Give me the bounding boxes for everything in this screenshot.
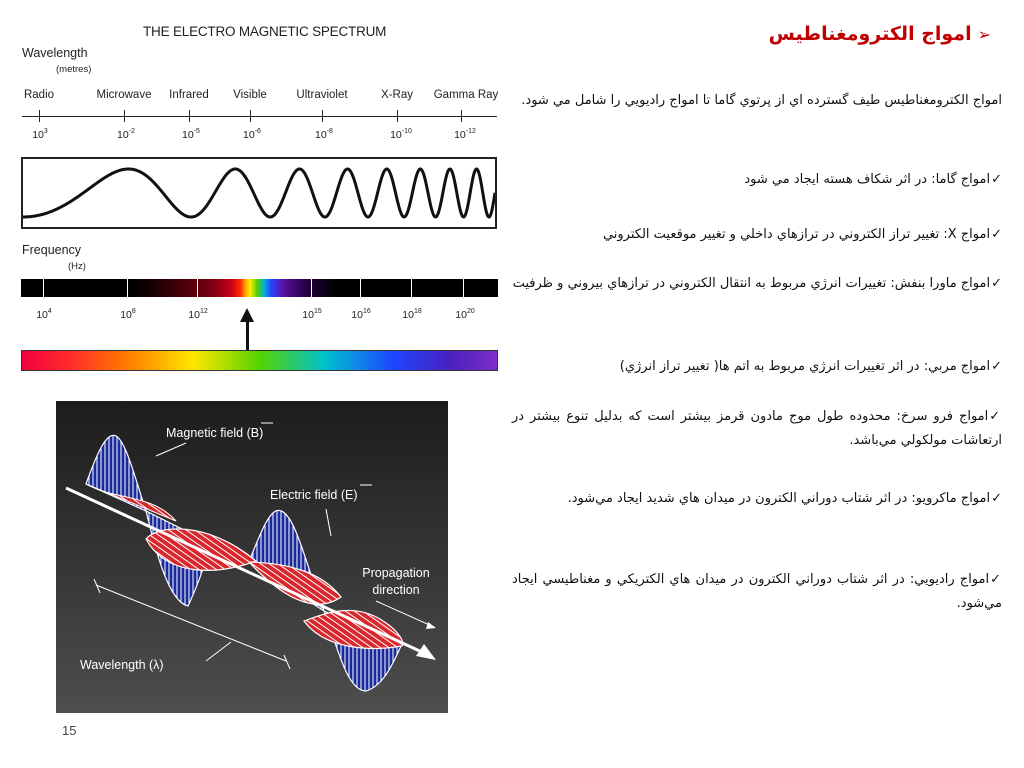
- wavelength-tick: [39, 110, 40, 122]
- list-item: ✓امواج راديويي: در اثر شتاب دوراني الكترون در ميدان هاي الكتريكي و مغناطيسي ايجاد مي‌شود.: [512, 572, 1002, 611]
- spectrum-title: THE ELECTRO MAGNETIC SPECTRUM: [143, 24, 387, 39]
- band-label: Ultraviolet: [296, 89, 348, 101]
- frequency-value: $10^8$: [120, 308, 136, 321]
- visible-rainbow-bar: [21, 350, 498, 371]
- frequency-tick: [197, 273, 198, 303]
- wavelength-tick: [397, 110, 398, 122]
- band-label: Radio: [23, 89, 55, 101]
- check-icon: ✓: [991, 172, 1002, 187]
- wavelength-value: $10^{-12}$: [454, 128, 476, 141]
- frequency-value: $10^{18}$: [402, 308, 422, 321]
- frequency-tick: [311, 273, 312, 303]
- check-icon: ✓: [989, 409, 1002, 424]
- check-icon: ✓: [990, 572, 1002, 587]
- wavelength-value: $10^3$: [32, 128, 48, 141]
- arrow-bullet-icon: ➢: [977, 25, 991, 44]
- heading-text: امواج الکترومغناطيس: [768, 23, 972, 45]
- frequency-gradient-bar: [21, 279, 498, 297]
- electric-field-label: Electric field (E): [270, 488, 358, 502]
- chirp-wave: [23, 159, 495, 227]
- magnetic-field-label: Magnetic field (B): [166, 426, 264, 440]
- frequency-tick: [463, 273, 464, 303]
- check-icon: ✓: [991, 359, 1002, 374]
- check-icon: ✓: [991, 276, 1002, 291]
- wavelength-value: $10^{-8}$: [315, 128, 333, 141]
- band-label: Gamma Ray: [433, 89, 499, 101]
- wavelength-axis-unit: (metres): [56, 64, 92, 75]
- frequency-value: $10^{12}$: [188, 308, 208, 321]
- wavelength-tick: [461, 110, 462, 122]
- band-label: X-Ray: [381, 89, 413, 101]
- frequency-tick: [411, 273, 412, 303]
- wavelength-value: $10^{-2}$: [117, 128, 135, 141]
- wavelength-tick: [322, 110, 323, 122]
- wavelength-tick: [124, 110, 125, 122]
- wavelength-axis-line: [22, 116, 497, 117]
- em-wave-figure: [56, 401, 448, 713]
- check-icon: ✓: [991, 491, 1002, 506]
- intro-paragraph: امواج الكترومغناطيس طيف گسترده اي از پرتوي گاما تا امواج راديويي را شامل مي شود.: [521, 93, 1002, 108]
- wavelength-lambda-label: Wavelength (λ): [80, 658, 164, 672]
- propagation-label-line2: direction: [372, 583, 420, 597]
- list-item: ✓امواج X: تغيير تراز الكتروني در ترازهاي داخلي و تغيير موقعيت الكتروني: [602, 227, 1002, 242]
- band-label: Visible: [233, 89, 267, 101]
- wavelength-tick: [189, 110, 190, 122]
- frequency-value: $10^{16}$: [351, 308, 371, 321]
- frequency-value: $10^{15}$: [302, 308, 322, 321]
- list-item: ✓امواج فرو سرخ: محدوده طول موج مادون قرمز بيشتر است كه بدليل تنوع بيشتر در ارتعاشات مولكولي مي‌باشد.: [512, 409, 1002, 448]
- list-item: ✓امواج گاما: در اثر شكاف هسته ايجاد مي شود: [744, 172, 1002, 187]
- frequency-axis-title: Frequency: [22, 243, 82, 257]
- page-number: 15: [62, 723, 77, 738]
- frequency-value: $10^4$: [36, 308, 52, 321]
- wavelength-axis-title: Wavelength: [22, 46, 88, 60]
- wavelength-value: $10^{-10}$: [390, 128, 412, 141]
- list-item: ✓امواج ماورا بنفش: تغييرات انرژي مربوط به انتقال الكتروني در ترازهاي بيروني و ظرفيت: [512, 276, 1002, 291]
- wavelength-value: $10^{-5}$: [182, 128, 200, 141]
- frequency-tick: [360, 273, 361, 303]
- section-heading: [769, 23, 991, 45]
- frequency-axis-unit: (Hz): [68, 261, 86, 272]
- propagation-label-line1: Propagation: [362, 566, 430, 580]
- check-icon: ✓: [991, 227, 1002, 242]
- list-item: ✓امواج ماكرويو: در اثر شتاب دوراني الكترون در ميدان هاي شديد ايجاد مي‌شود.: [567, 491, 1002, 506]
- band-label: Microwave: [96, 89, 152, 101]
- wavelength-tick: [250, 110, 251, 122]
- frequency-tick: [43, 273, 44, 303]
- frequency-value: $10^{20}$: [455, 308, 475, 321]
- wavelength-value: $10^{-6}$: [243, 128, 261, 141]
- list-item: ✓امواج مربي: در اثر تغييرات انرژي مربوط به اتم ها( تغيير تراز انرژي): [619, 359, 1002, 374]
- frequency-tick: [127, 273, 128, 303]
- band-label: Infrared: [169, 89, 209, 101]
- wavelength-wave-diagram: [21, 157, 497, 229]
- visible-pointer-arrow: [246, 320, 249, 350]
